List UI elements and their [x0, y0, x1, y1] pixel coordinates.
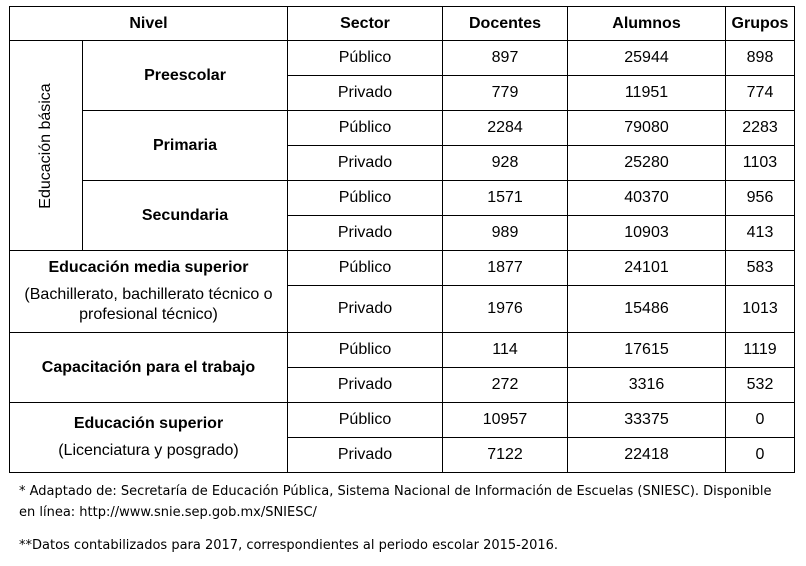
cell-sector: Privado [288, 368, 443, 403]
cell-grupos: 0 [726, 438, 795, 473]
level-superior-subtitle: (Licenciatura y posgrado) [58, 441, 239, 459]
level-media-title: Educación media superior [48, 258, 249, 276]
level-secundaria: Secundaria [83, 181, 288, 251]
table-row [10, 333, 795, 368]
source-footnote: * Adaptado de: Secretaría de Educación Pública, Sistema Nacional de Información de Escuelas (SNIESC). Disponible en línea: http://www.snie.sep.gob.mx/SNIESC/ [19, 484, 772, 520]
cell-alumnos: 17615 [568, 333, 726, 368]
cell-grupos: 1013 [726, 286, 795, 333]
cell-sector: Privado [288, 76, 443, 111]
cell-sector: Público [288, 181, 443, 216]
cell-docentes: 989 [443, 216, 568, 251]
level-primaria: Primaria [83, 111, 288, 181]
education-statistics-table [9, 6, 795, 473]
level-superior-title: Educación superior [73, 414, 224, 432]
table-row [10, 41, 795, 76]
cell-alumnos: 79080 [568, 111, 726, 146]
group-label-text: Educación básica [37, 82, 54, 209]
cell-grupos: 2283 [726, 111, 795, 146]
table-row [10, 403, 795, 438]
header-docentes: Docentes [443, 7, 568, 41]
cell-alumnos: 33375 [568, 403, 726, 438]
cell-sector: Privado [288, 438, 443, 473]
table-row [10, 251, 795, 286]
cell-sector: Privado [288, 146, 443, 181]
cell-alumnos: 25280 [568, 146, 726, 181]
cell-docentes: 114 [443, 333, 568, 368]
cell-alumnos: 11951 [568, 76, 726, 111]
cell-sector: Privado [288, 286, 443, 333]
cell-grupos: 413 [726, 216, 795, 251]
cell-alumnos: 10903 [568, 216, 726, 251]
group-label-basica [10, 41, 83, 251]
cell-docentes: 779 [443, 76, 568, 111]
cell-grupos: 583 [726, 251, 795, 286]
cell-docentes: 1877 [443, 251, 568, 286]
data-period-footnote: **Datos contabilizados para 2017, correspondientes al periodo escolar 2015-2016. [19, 538, 559, 553]
cell-alumnos: 22418 [568, 438, 726, 473]
cell-alumnos: 40370 [568, 181, 726, 216]
cell-docentes: 1976 [443, 286, 568, 333]
cell-docentes: 928 [443, 146, 568, 181]
header-grupos: Grupos [726, 7, 795, 41]
header-alumnos: Alumnos [568, 7, 726, 41]
cell-alumnos: 15486 [568, 286, 726, 333]
cell-docentes: 7122 [443, 438, 568, 473]
cell-sector: Público [288, 251, 443, 286]
cell-grupos: 532 [726, 368, 795, 403]
table-row [10, 111, 795, 146]
cell-docentes: 272 [443, 368, 568, 403]
cell-grupos: 1103 [726, 146, 795, 181]
table-row [10, 181, 795, 216]
cell-sector: Público [288, 403, 443, 438]
cell-sector: Público [288, 111, 443, 146]
cell-sector: Público [288, 333, 443, 368]
level-superior [10, 403, 288, 473]
cell-docentes: 1571 [443, 181, 568, 216]
cell-grupos: 898 [726, 41, 795, 76]
cell-docentes: 10957 [443, 403, 568, 438]
cell-grupos: 1119 [726, 333, 795, 368]
level-media-subtitle: (Bachillerato, bachillerato técnico o profesional técnico) [24, 285, 273, 323]
cell-docentes: 2284 [443, 111, 568, 146]
level-preescolar: Preescolar [83, 41, 288, 111]
header-nivel: Nivel [10, 7, 288, 41]
level-media-superior [10, 251, 288, 333]
cell-alumnos: 3316 [568, 368, 726, 403]
cell-grupos: 956 [726, 181, 795, 216]
cell-alumnos: 25944 [568, 41, 726, 76]
cell-sector: Privado [288, 216, 443, 251]
header-row [10, 7, 795, 41]
cell-sector: Público [288, 41, 443, 76]
cell-grupos: 0 [726, 403, 795, 438]
level-capacitacion: Capacitación para el trabajo [10, 333, 288, 403]
cell-grupos: 774 [726, 76, 795, 111]
header-sector: Sector [288, 7, 443, 41]
cell-docentes: 897 [443, 41, 568, 76]
cell-alumnos: 24101 [568, 251, 726, 286]
